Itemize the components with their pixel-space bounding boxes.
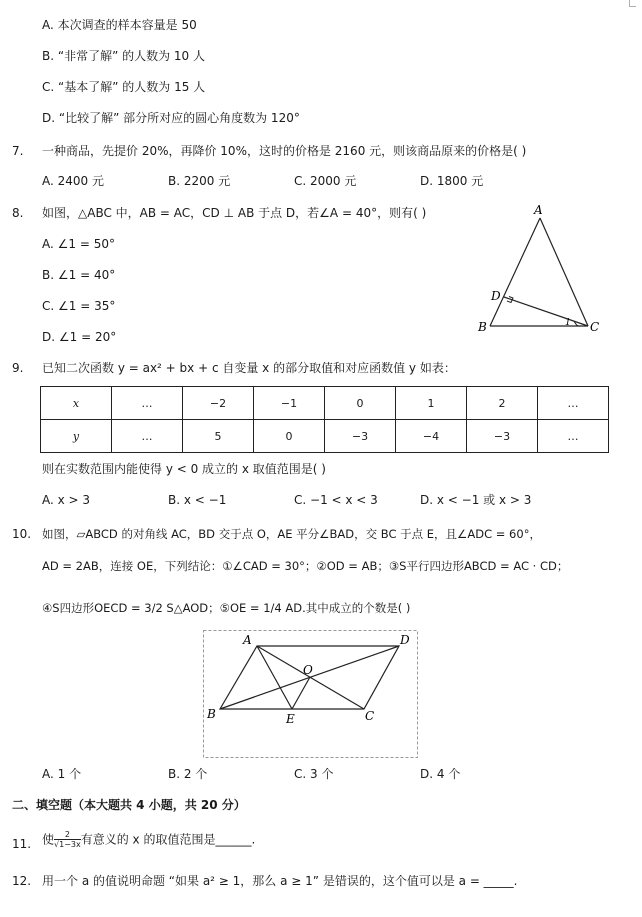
vertex-c-label: C (365, 709, 375, 723)
q8-option-c: C. ∠1 = 35° (42, 299, 116, 313)
parallelogram-figure (203, 630, 419, 760)
section-heading: 二、填空题（本大题共 4 小题，共 20 分） (12, 798, 246, 812)
q9-number: 9. (12, 361, 24, 375)
q6-option-c: C. “基本了解” 的人数为 15 人 (42, 80, 206, 94)
q7-option-c: C. 2000 元 (294, 174, 357, 188)
table-cell: … (538, 420, 609, 453)
point-e-label: E (286, 712, 295, 726)
q11-prefix: 使 (42, 832, 55, 847)
table-cell: −4 (396, 420, 467, 453)
q9-stem: 已知二次函数 y = ax² + bx + c 自变量 x 的部分取值和对应函数值 y 如表： (42, 361, 456, 375)
q7-stem: 一种商品，先提价 20%，再降价 10%，这时的价格是 2160 元，则该商品原来的价格是( ) (42, 144, 527, 158)
q8-option-d: D. ∠1 = 20° (42, 330, 117, 344)
vertex-a-label: A (534, 203, 543, 217)
table-cell: −2 (183, 387, 254, 420)
table-cell: y (41, 420, 112, 453)
q8-option-b: B. ∠1 = 40° (42, 268, 116, 282)
vertex-c-label: C (590, 320, 600, 334)
q10-option-a: A. 1 个 (42, 767, 82, 781)
q9-option-b: B. x < −1 (168, 493, 227, 507)
segment-cd (504, 297, 588, 326)
q9-option-a: A. x > 3 (42, 493, 91, 507)
q10-option-b: B. 2 个 (168, 767, 208, 781)
q11-number: 11. (12, 837, 32, 851)
q11-fraction (54, 830, 81, 849)
table-cell: −3 (467, 420, 538, 453)
vertex-a-label: A (243, 633, 252, 647)
table-cell: 1 (396, 387, 467, 420)
table-cell: −1 (254, 387, 325, 420)
q11-stem (42, 830, 255, 849)
segment-oe (292, 677, 310, 709)
vertex-b-label: B (207, 707, 216, 721)
vertex-d-label: D (400, 633, 410, 647)
table-cell: 5 (183, 420, 254, 453)
table-cell: … (112, 387, 183, 420)
table-row-x (41, 387, 609, 420)
figure-frame (204, 631, 418, 758)
q10-option-d: D. 4 个 (420, 767, 461, 781)
q10-line3: ④S四边形OECD = 3/2 S△AOD；⑤OE = 1/4 AD.其中成立的个数是( ) (42, 601, 411, 615)
q6-option-b: B. “非常了解” 的人数为 10 人 (42, 49, 206, 63)
q11-suffix: 有意义的 x 的取值范围是______. (80, 832, 256, 847)
q12-number: 12. (12, 874, 32, 888)
q11-fraction-denominator: √1−3x (54, 840, 81, 849)
q7-number: 7. (12, 144, 24, 158)
q10-line1: 如图，▱ABCD 的对角线 AC，BD 交于点 O，AE 平分∠BAD，交 BC 于点 E，且∠ADC = 60°， (42, 527, 541, 541)
q7-option-b: B. 2200 元 (168, 174, 231, 188)
value-table (40, 386, 609, 453)
segment-ae (257, 646, 292, 709)
point-o-label: O (303, 663, 313, 677)
q9-question: 则在实数范围内能使得 y < 0 成立的 x 取值范围是( ) (42, 462, 326, 476)
table-cell: −3 (325, 420, 396, 453)
vertex-d-label: D (491, 289, 501, 303)
side-ac (540, 218, 588, 326)
q8-stem: 如图，△ABC 中，AB = AC，CD ⊥ AB 于点 D，若∠A = 40°，则有( ) (42, 206, 427, 220)
q10-number: 10. (12, 527, 32, 541)
table-cell: x (41, 387, 112, 420)
q9-option-d: D. x < −1 或 x > 3 (420, 493, 532, 507)
table-cell: … (538, 387, 609, 420)
q6-option-d: D. “比较了解” 部分所对应的圆心角度数为 120° (42, 111, 300, 125)
triangle-figure (474, 200, 614, 340)
q6-option-a: A. 本次调查的样本容量是 50 (42, 18, 197, 32)
table-cell: 0 (325, 387, 396, 420)
q12-stem: 用一个 a 的值说明命题 “如果 a² ≥ 1，那么 a ≥ 1” 是错误的，这个值可以是 a = _____. (42, 874, 518, 888)
table-cell: 0 (254, 420, 325, 453)
side-ab (490, 218, 540, 326)
q10-line2: AD = 2AB，连接 OE，下列结论：①∠CAD = 30°；②OD = AB；③S平行四边形ABCD = AC · CD； (42, 559, 569, 573)
table-row-y (41, 420, 609, 453)
crop-mark-top-right (629, 0, 636, 7)
table-cell: 2 (467, 387, 538, 420)
q7-option-d: D. 1800 元 (420, 174, 484, 188)
angle-1-label: 1 (565, 318, 571, 328)
q9-option-c: C. −1 < x < 3 (294, 493, 378, 507)
vertex-b-label: B (478, 320, 487, 334)
table-cell: … (112, 420, 183, 453)
q8-option-a: A. ∠1 = 50° (42, 237, 115, 251)
q10-option-c: C. 3 个 (294, 767, 334, 781)
q7-option-a: A. 2400 元 (42, 174, 104, 188)
q11-fraction-numerator: 2 (54, 830, 81, 840)
q8-number: 8. (12, 206, 24, 220)
